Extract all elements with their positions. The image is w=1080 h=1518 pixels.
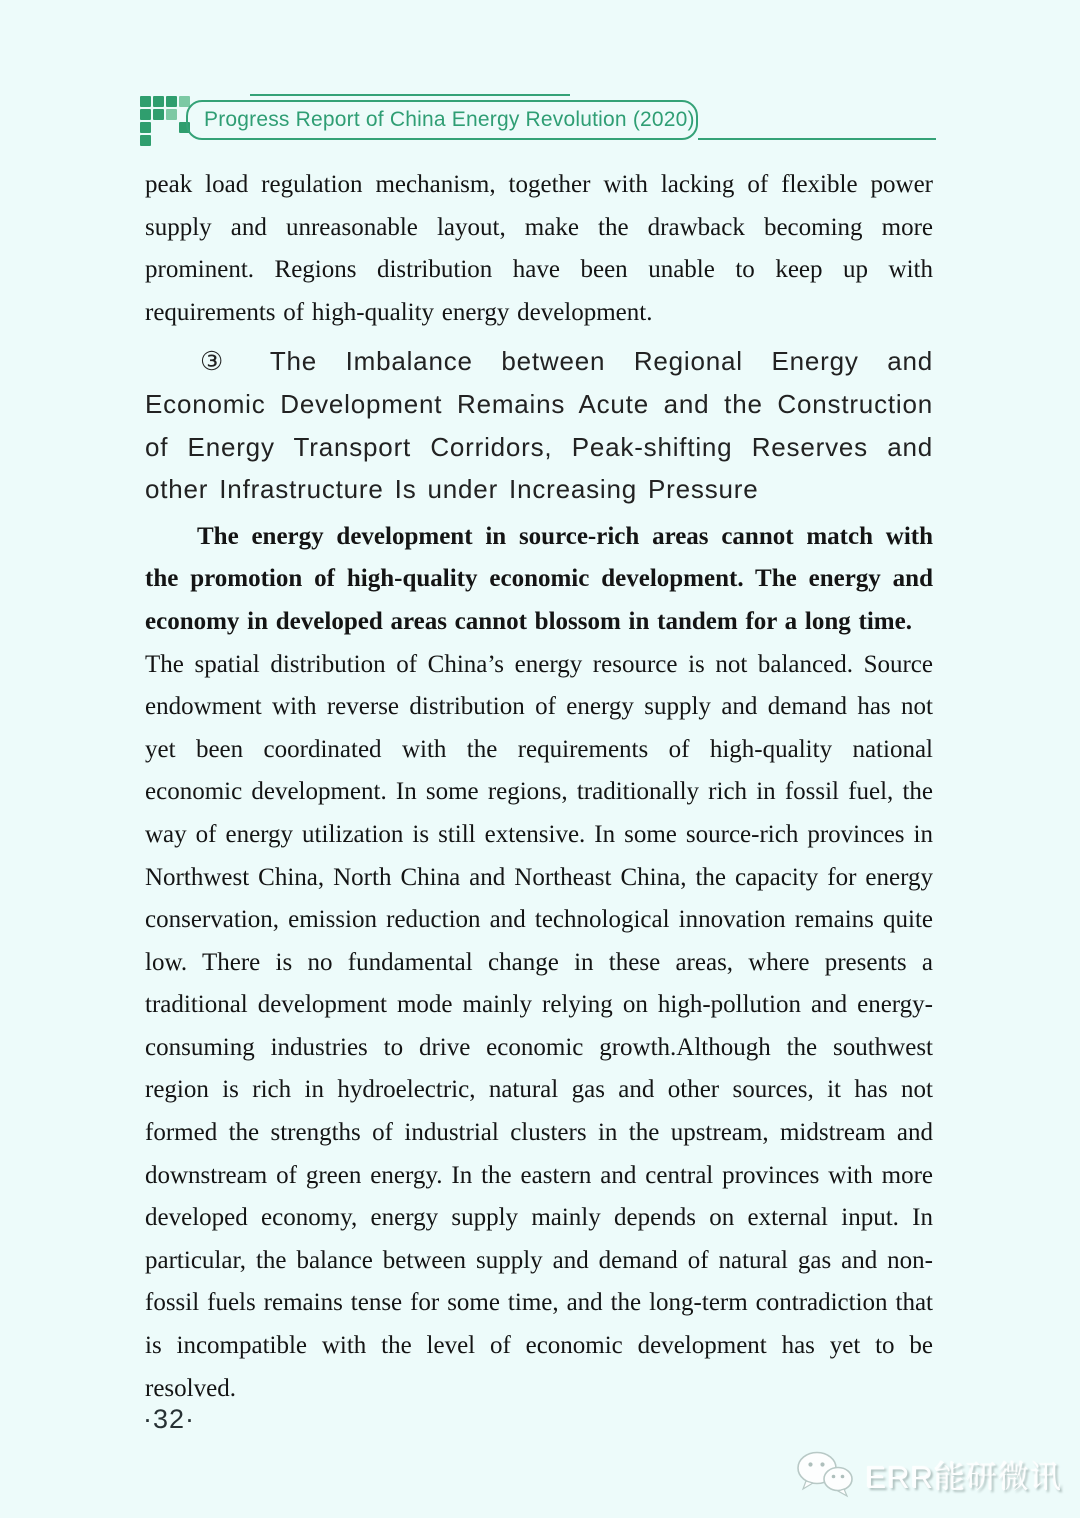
page-body (145, 164, 933, 1410)
watermark (794, 1448, 1062, 1500)
page-header (0, 0, 1080, 160)
paragraph-continuation: peak load regulation mechanism, together with lacking of flexible power supply and unreasonable layout, make the drawback becoming more prominent. Regions distribution have been unable to keep up with requirements of high-quality energy development. (145, 171, 933, 326)
wechat-icon (794, 1448, 856, 1500)
header-accent-line-right (698, 138, 936, 140)
report-title: Progress Report of China Energy Revolution (2020) (204, 108, 695, 131)
section-heading (145, 340, 933, 510)
paragraph-bold-lead: The energy development in source-rich areas cannot match with the promotion of high-quality economic development. The energy and economy in developed areas cannot blossom in tandem for a long time. (145, 522, 933, 635)
section-heading-text: The Imbalance between Regional Energy and Economic Development Remains Acute and the Construction of Energy Transport Corridors, Peak-shifting Reserves and other Infrastructure Is under Increasing Pressure (145, 346, 934, 505)
page-number: ·32· (143, 1404, 196, 1434)
watermark-label: ERR能研微讯 (865, 1459, 1062, 1495)
section-number: ③ (200, 346, 242, 377)
report-title-pill (186, 100, 698, 140)
header-accent-line-top (250, 94, 570, 96)
paragraph-main: The spatial distribution of China’s energy resource is not balanced. Source endowment with reverse distribution of energy supply and demand has not yet been coordinated with the requirements of high-quality national economic development. In some regions, traditionally rich in fossil fuel, the way of energy utilization is still extensive. In some source-rich provinces in Northwest China, North China and Northeast China, the capacity for energy conservation, emission reduction and technological innovation remains quite low. There is no fundamental change in these areas, where presents a traditional development mode mainly relying on high-pollution and energy-consuming industries to drive economic growth.Although the southwest region is rich in hydroelectric, natural gas and other sources, it has not formed the strengths of industrial clusters in the upstream, midstream and downstream of green energy. In the eastern and central provinces with more developed economy, energy supply mainly depends on external input. In particular, the balance between supply and demand of natural gas and non-fossil fuels remains tense for some time, and the long-term contradiction that is incompatible with the level of economic development has yet to be resolved. (145, 650, 933, 1402)
